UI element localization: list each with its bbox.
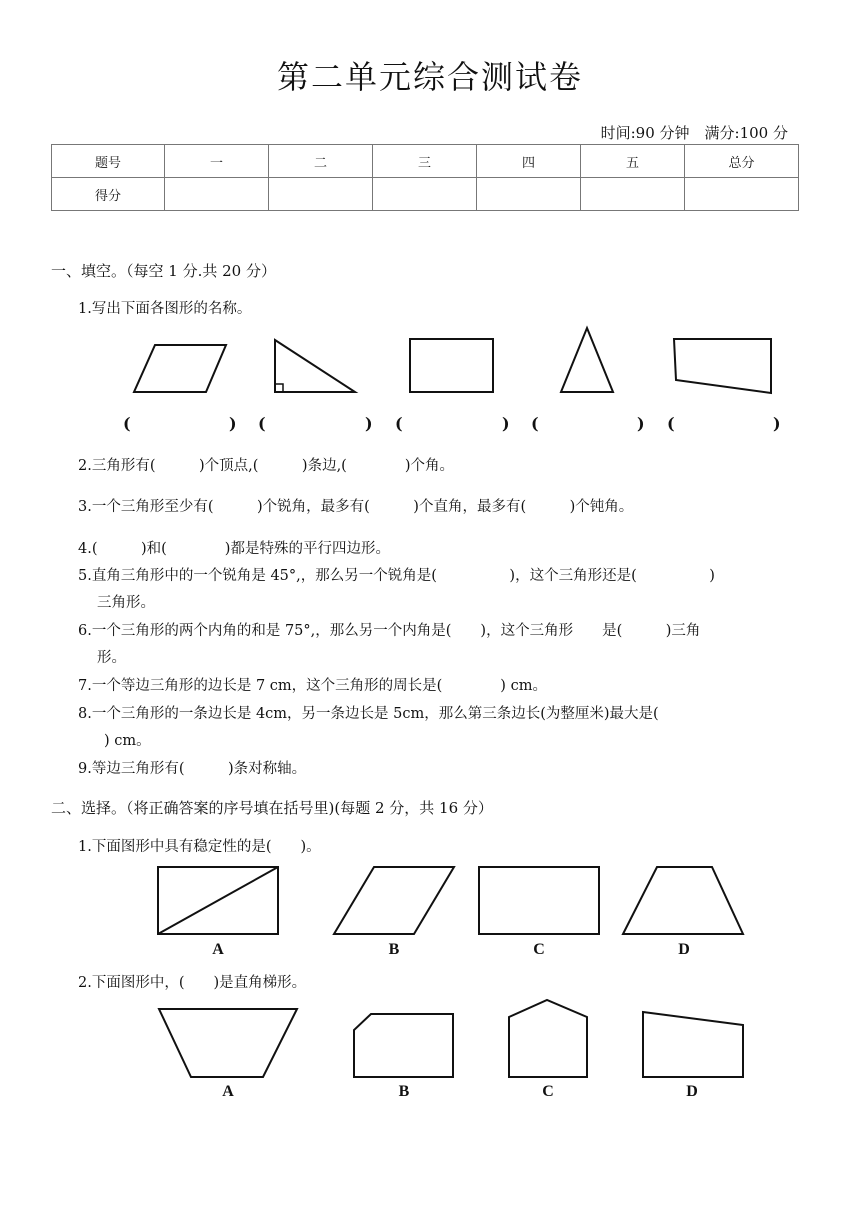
option-label: B (398, 1083, 410, 1100)
option-label: A (212, 941, 224, 958)
s2-q1: 1.下面图形中具有稳定性的是( )。 (78, 839, 321, 855)
paren-open: ( (667, 414, 675, 433)
header-cell: 一 (165, 145, 269, 178)
paren-open: ( (258, 414, 266, 433)
paren-close: ) (637, 414, 645, 433)
paren-close: ) (365, 414, 373, 433)
s1-q5-line2: 三角形。 (97, 595, 155, 611)
option-label: B (388, 941, 400, 958)
option-label: A (222, 1083, 234, 1100)
header-cell: 总分 (685, 145, 799, 178)
header-cell: 四 (477, 145, 581, 178)
option-label: D (686, 1083, 698, 1100)
paren-close: ) (229, 414, 237, 433)
header-cell: 二 (269, 145, 373, 178)
s1-q8-line2: ) cm。 (104, 733, 151, 749)
pentagon-shape (509, 1000, 587, 1077)
page-title: 第二单元综合测试卷 (276, 58, 583, 96)
paren-open: ( (531, 414, 539, 433)
s1-q1: 1.写出下面各图形的名称。 (78, 301, 252, 317)
s1-q9: 9.等边三角形有( )条对称轴。 (78, 761, 307, 777)
s1-q6-line1: 6.一个三角形的两个内角的和是 75°,，那么另一个内角是( )，这个三角形 是( )三角 (78, 623, 701, 639)
header-cell: 题号 (52, 145, 165, 178)
paren-close: ) (773, 414, 781, 433)
s2-q2: 2.下面图形中，( )是直角梯形。 (78, 975, 307, 991)
s1-q2: 2.三角形有( )个顶点,( )条边,( )个角。 (78, 458, 454, 474)
s1-q5-line1: 5.直角三角形中的一个锐角是 45°,，那么另一个锐角是( )，这个三角形还是( ) (78, 568, 715, 584)
s1-q7: 7.一个等边三角形的边长是 7 cm，这个三角形的周长是( ) cm。 (78, 678, 547, 694)
row-label: 得分 (52, 178, 165, 211)
s1-q6-line2: 形。 (97, 650, 126, 666)
option-label: D (678, 941, 690, 958)
section1-heading: 一、填空。（每空 1 分.共 20 分） (51, 262, 276, 280)
s1-q4: 4.( )和( )都是特殊的平行四边形。 (78, 541, 390, 557)
time-score-info: 时间:90 分钟 满分:100 分 (600, 124, 788, 142)
header-cell: 五 (581, 145, 685, 178)
paren-close: ) (502, 414, 510, 433)
s1-q8-line1: 8.一个三角形的一条边长是 4cm，另一条边长是 5cm，那么第三条边长(为整厘米)最大是( (78, 706, 659, 722)
inverted-trapezoid-shape (159, 1009, 297, 1077)
section2-heading: 二、选择。（将正确答案的序号填在括号里)(每题 2 分，共 16 分） (51, 799, 493, 817)
cut-corner-rectangle-shape (354, 1014, 453, 1077)
option-label: C (542, 1083, 554, 1100)
s1-q3: 3.一个三角形至少有( )个锐角，最多有( )个直角，最多有( )个钝角。 (78, 499, 634, 515)
option-label: C (533, 941, 545, 958)
paren-open: ( (395, 414, 403, 433)
paren-open: ( (123, 414, 131, 433)
header-cell: 三 (373, 145, 477, 178)
quadrilateral-shape (643, 1012, 743, 1077)
